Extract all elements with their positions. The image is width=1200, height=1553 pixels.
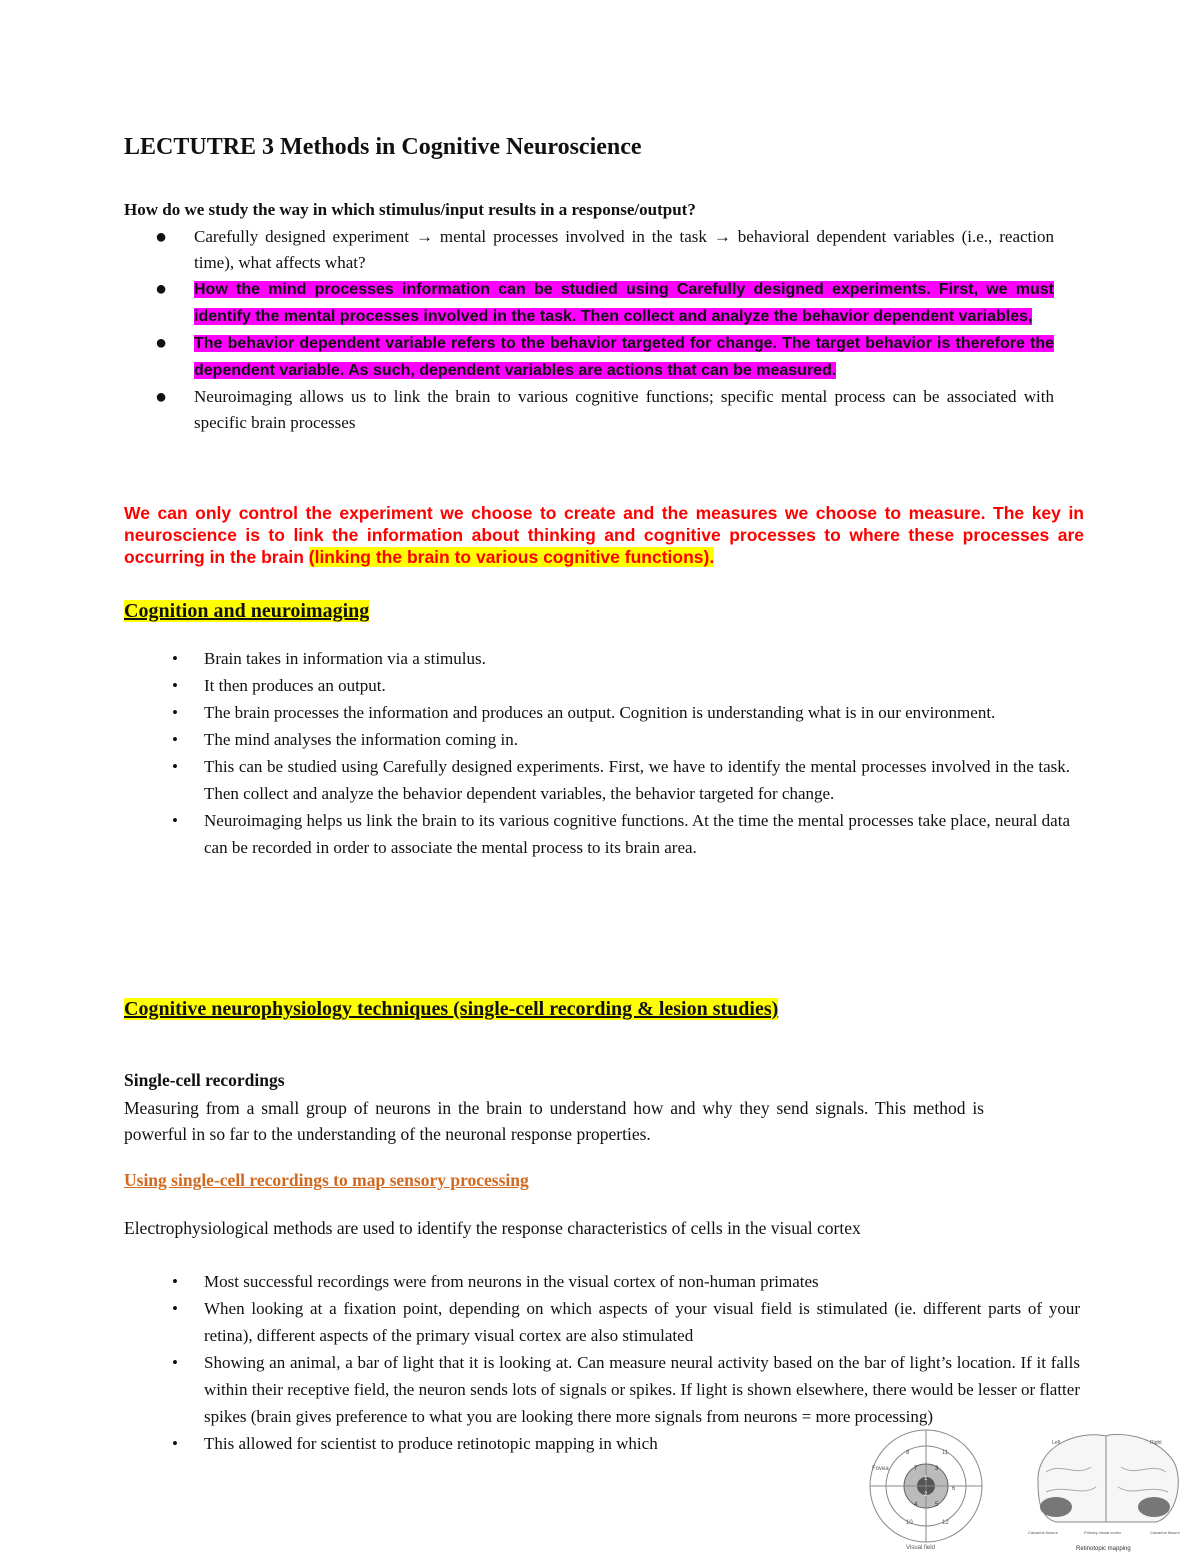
list-item: • When looking at a fixation point, depending on which aspects of your visual field is stimulated (ie. different parts of your retina), different aspects of the primary visual cortex are also stimulated bbox=[172, 1295, 1080, 1349]
brain-label: Right bbox=[1150, 1440, 1162, 1446]
bullet-icon: ● bbox=[154, 332, 168, 354]
bullet-icon: • bbox=[172, 1299, 178, 1318]
bullet-icon: • bbox=[172, 1353, 178, 1372]
list-item: • It then produces an output. bbox=[172, 672, 1070, 699]
bullet-icon: • bbox=[172, 703, 178, 722]
ring-number: 10 bbox=[906, 1520, 913, 1526]
bullet-icon: ● bbox=[154, 278, 168, 300]
single-cell-paragraph: Measuring from a small group of neurons in the brain to understand how and why they send signals. This method is powerful in so far to the understanding of the neuronal response properties. bbox=[124, 1098, 984, 1144]
list-item: ● Carefully designed experiment → mental processes involved in the task → behavioral dependent variables (i.e., reaction time), what affects what? bbox=[154, 226, 1054, 272]
ring-number: 5 bbox=[935, 1502, 939, 1508]
highlighted-text: (linking the brain to various cognitive functions). bbox=[308, 547, 715, 567]
figure-caption: Retinotopic mapping bbox=[1076, 1546, 1131, 1552]
bullet-icon: • bbox=[172, 1434, 178, 1453]
visual-field-figure bbox=[860, 1428, 990, 1553]
question-heading: How do we study the way in which stimulus/input results in a response/output? bbox=[124, 200, 696, 219]
bullet-icon: • bbox=[172, 730, 178, 749]
brain-label: Calcarine fissure bbox=[1028, 1530, 1058, 1535]
list-item: ● Neuroimaging allows us to link the brain to various cognitive functions; specific mental process can be associated with specific brain processes bbox=[154, 386, 1054, 432]
ring-number: 6 bbox=[952, 1486, 956, 1492]
subheading-single-cell: Single-cell recordings bbox=[124, 1070, 285, 1090]
bullet-icon: • bbox=[172, 757, 178, 776]
fovea-label: Fovea bbox=[872, 1466, 889, 1472]
list-item: • The mind analyses the information coming in. bbox=[172, 726, 1070, 753]
list-item bbox=[154, 330, 1054, 384]
visual-field-label: Visual field bbox=[906, 1545, 935, 1551]
ring-number: 11 bbox=[942, 1450, 949, 1456]
list-item: • Brain takes in information via a stimulus. bbox=[172, 645, 1070, 672]
ring-number: 4 bbox=[914, 1502, 918, 1508]
list-item: • Neuroimaging helps us link the brain to its various cognitive functions. At the time the mental processes take place, neural data can be recorded in order to associate the mental process to its brain area. bbox=[172, 807, 1070, 861]
brain-retinotopic-figure bbox=[1026, 1422, 1188, 1553]
document-title: LECTUTRE 3 Methods in Cognitive Neuroscience bbox=[124, 134, 642, 160]
bullet-icon: ● bbox=[154, 386, 168, 408]
highlighted-text: How the mind processes information can be studied using Carefully designed experiments. First, we must identify the mental processes involved in the task. Then collect and analyze the behavior dependent variables, bbox=[194, 281, 1054, 325]
list-item: • This can be studied using Carefully designed experiments. First, we have to identify the mental processes involved in the task. Then collect and analyze the behavior dependent variables, the behavior targeted for change. bbox=[172, 753, 1070, 807]
brain-label: Calcarine fissure bbox=[1150, 1530, 1180, 1535]
section-heading-neurophysiology: Cognitive neurophysiology techniques (single-cell recording & lesion studies) bbox=[124, 998, 779, 1020]
bullet-list-intro bbox=[154, 224, 1054, 436]
brain-label: Left bbox=[1052, 1440, 1061, 1446]
list-item: • Most successful recordings were from neurons in the visual cortex of non-human primates bbox=[172, 1268, 1080, 1295]
list-item: • Showing an animal, a bar of light that it is looking at. Can measure neural activity based on the bar of light’s location. If it falls within their receptive field, the neuron sends lots of signals or spikes. If light is shown elsewhere, there would be lesser or flatter spikes (brain gives preference to what you are looking there more signals from neurons = more processing) bbox=[172, 1349, 1080, 1430]
list-item: • This allowed for scientist to produce retinotopic mapping in which bbox=[172, 1430, 854, 1457]
section-heading-cognition: Cognition and neuroimaging bbox=[124, 600, 370, 622]
highlighted-text: The behavior dependent variable refers to the behavior targeted for change. The target behavior is therefore the dependent variable. As such, dependent variables are actions that can be measured. bbox=[194, 335, 1054, 379]
orange-subheading: Using single-cell recordings to map sensory processing bbox=[124, 1170, 529, 1190]
list-item bbox=[154, 276, 1054, 330]
ring-number: 8 bbox=[906, 1450, 910, 1456]
ring-number: 3 bbox=[935, 1466, 939, 1472]
ring-number: 12 bbox=[942, 1520, 949, 1526]
list-item: • The brain processes the information and produces an output. Cognition is understanding what is in our environment. bbox=[172, 699, 1070, 726]
bullet-icon: ● bbox=[154, 226, 168, 248]
ring-number: 2 bbox=[924, 1492, 928, 1498]
bullet-icon: • bbox=[172, 811, 178, 830]
ring-number: 7 bbox=[914, 1466, 918, 1472]
red-note: We can only control the experiment we choose to create and the measures we choose to measure. The key in neuroscience is to link the information about thinking and cognitive processes to where these processes are occurring in the brain (linking the brain to various cognitive functions). bbox=[124, 503, 1084, 567]
bullet-icon: • bbox=[172, 676, 178, 695]
bullet-list-cognition bbox=[172, 645, 1070, 861]
bullet-icon: • bbox=[172, 649, 178, 668]
electro-paragraph: Electrophysiological methods are used to identify the response characteristics of cells in the visual cortex bbox=[124, 1218, 861, 1238]
brain-label: Primary visual cortex bbox=[1084, 1530, 1122, 1535]
ring-number: 1 bbox=[924, 1476, 928, 1482]
bullet-icon: • bbox=[172, 1272, 178, 1291]
